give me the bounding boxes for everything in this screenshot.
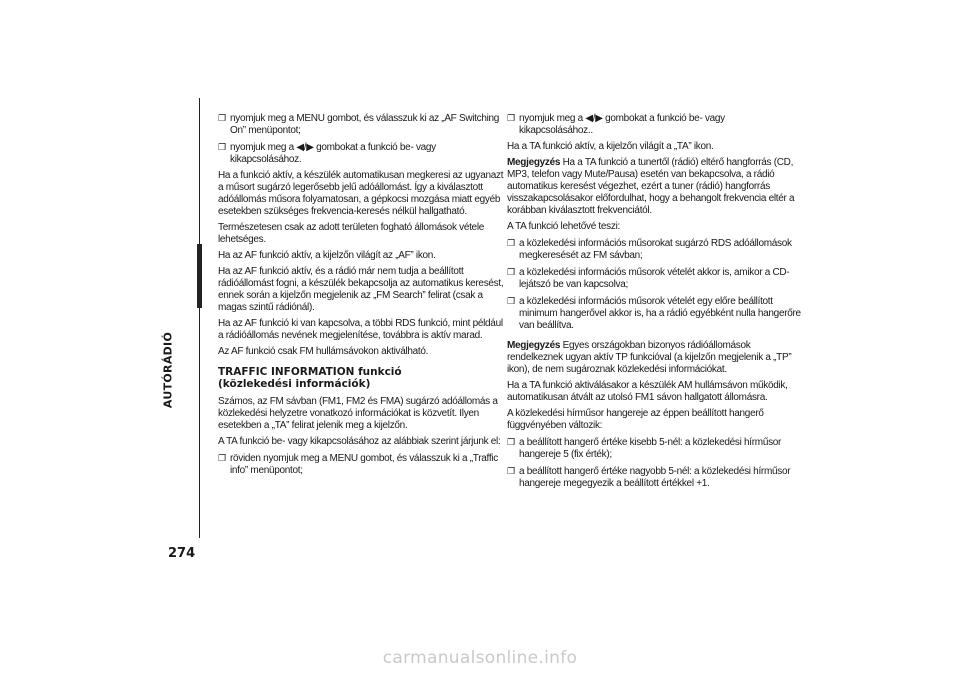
list-item: ❐ röviden nyomjuk meg a MENU gombot, és válasszuk ki a „Traffic info” menüpontot; bbox=[218, 453, 498, 476]
section-tab-marker bbox=[197, 244, 202, 308]
paragraph: Ha az AF funkció aktív, a kijelzőn világít az „AF” ikon. bbox=[218, 250, 436, 261]
right-column bbox=[507, 112, 801, 494]
list-item: ❐ a közlekedési információs műsorokat sugárzó RDS adóállomások megkeresését az FM sávban; bbox=[507, 238, 792, 261]
paragraph: Természetesen csak az adott területen fogható állomások vétele lehetséges. bbox=[218, 222, 485, 245]
paragraph: A TA funkció lehetővé teszi: bbox=[507, 221, 620, 232]
paragraph: Ha a funkció aktív, a készülék automatikusan megkeresi az ugyanazt a műsort sugárzó legerősebb jelű adóállomást. Így a kiválasztott adóállomás műsora folyamatosan, a gépkocsi mozgása miatt egyéb esetekben szükséges frekvencia-keresés nélkül hallgatható. bbox=[218, 170, 504, 217]
section-label: AUTÓRÁDIÓ bbox=[161, 331, 175, 409]
list-item: ❐ a közlekedési információs műsorok vételét egy előre beállított minimum hangerővel akkor is, ha a rádió egyébként nulla hangerőre van beállítva. bbox=[507, 296, 801, 331]
checkbox-bullet-icon: ❐ bbox=[507, 113, 515, 123]
paragraph: A közlekedési hírműsor hangereje az éppen beállított hangerő függvényében változik: bbox=[507, 408, 764, 431]
checkbox-bullet-icon: ❐ bbox=[507, 296, 515, 306]
paragraph: Ha a TA funkció aktiválásakor a készülék AM hullámsávon működik, automatikusan átvált az utolsó FM1 sávon hallgatott állomásra. bbox=[507, 380, 788, 403]
note-label: Megjegyzés bbox=[507, 157, 561, 168]
margin-divider bbox=[199, 98, 200, 538]
list-item: ❐ nyomjuk meg a ◀/▶ gombokat a funkció be- vagy kikapcsolásához.. bbox=[507, 113, 725, 136]
paragraph: Ha a TA funkció aktív, a kijelzőn világít a „TA” ikon. bbox=[507, 141, 714, 152]
note-label: Megjegyzés bbox=[507, 340, 561, 351]
checkbox-bullet-icon: ❐ bbox=[507, 267, 515, 277]
left-column bbox=[218, 112, 508, 481]
checkbox-bullet-icon: ❐ bbox=[218, 113, 226, 123]
checkbox-bullet-icon: ❐ bbox=[218, 142, 226, 152]
paragraph: Ha az AF funkció aktív, és a rádió már nem tudja a beállított rádióállomást fogni, a készülék bekapcsolja az automatikus keresést, ennek során a kijelzőn megjelenik az „FM Search” felirat (csak a magas szintű rádiónál). bbox=[218, 266, 504, 313]
heading-subtitle: (közlekedési információk) bbox=[218, 378, 371, 390]
list-item: ❐ nyomjuk meg a MENU gombot, és válasszuk ki az „AF Switching On” menüpontot; bbox=[218, 113, 500, 136]
checkbox-bullet-icon: ❐ bbox=[507, 238, 515, 248]
watermark-footer: carmanualsonline.info bbox=[382, 648, 578, 668]
paragraph: Számos, az FM sávban (FM1, FM2 és FMA) sugárzó adóállomás a közlekedési helyzetre vonatkozó információkat is közvetít. Ilyen esetekben a „TA” felirat jelenik meg a kijelzőn. bbox=[218, 396, 498, 431]
note-paragraph: Megjegyzés Ha a TA funkció a tunertől (rádió) eltérő hangforrás (CD, MP3, telefon vagy Mute/Pausa) esetén van bekapcsolva, a rádió automatikus keresést végezhet, ezért a tuner (rádió) hangforrás visszakapcsolásakor előfordulhat, hogy a behangolt frekvencia eltér a korábban kiválasztott frekvenciától. bbox=[507, 157, 795, 216]
paragraph: Az AF funkció csak FM hullámsávokon aktiválható. bbox=[218, 346, 429, 357]
checkbox-bullet-icon: ❐ bbox=[218, 453, 226, 463]
list-item: ❐ nyomjuk meg a ◀/▶ gombokat a funkció be- vagy kikapcsolásához. bbox=[218, 142, 436, 165]
list-item: ❐ a beállított hangerő értéke kisebb 5-nél: a közlekedési hírműsor hangereje 5 (fix érték); bbox=[507, 437, 782, 460]
checkbox-bullet-icon: ❐ bbox=[507, 437, 515, 447]
note-paragraph: Megjegyzés Egyes országokban bizonyos rádióállomások rendelkeznek ugyan aktív TP funkcióval (a kijelzőn megjelenik a „TP” ikon), de nem sugároznak közlekedési információkat. bbox=[507, 340, 792, 375]
list-item: ❐ a közlekedési információs műsorok vételét akkor is, amikor a CD-lejátszó be van kapcsolva; bbox=[507, 267, 790, 290]
list-item: ❐ a beállított hangerő értéke nagyobb 5-nél: a közlekedési hírműsor hangereje megegyezik a beállított értékkel +1. bbox=[507, 466, 791, 489]
section-heading bbox=[218, 366, 508, 390]
page-number: 274 bbox=[168, 546, 196, 561]
heading-title: TRAFFIC INFORMATION funkció bbox=[218, 366, 402, 378]
paragraph: Ha az AF funkció ki van kapcsolva, a többi RDS funkció, mint például a rádióállomás nevének megjelenítése, továbbra is aktív marad. bbox=[218, 318, 503, 341]
checkbox-bullet-icon: ❐ bbox=[507, 466, 515, 476]
paragraph: A TA funkció be- vagy kikapcsolásához az alábbiak szerint járjunk el: bbox=[218, 436, 501, 447]
